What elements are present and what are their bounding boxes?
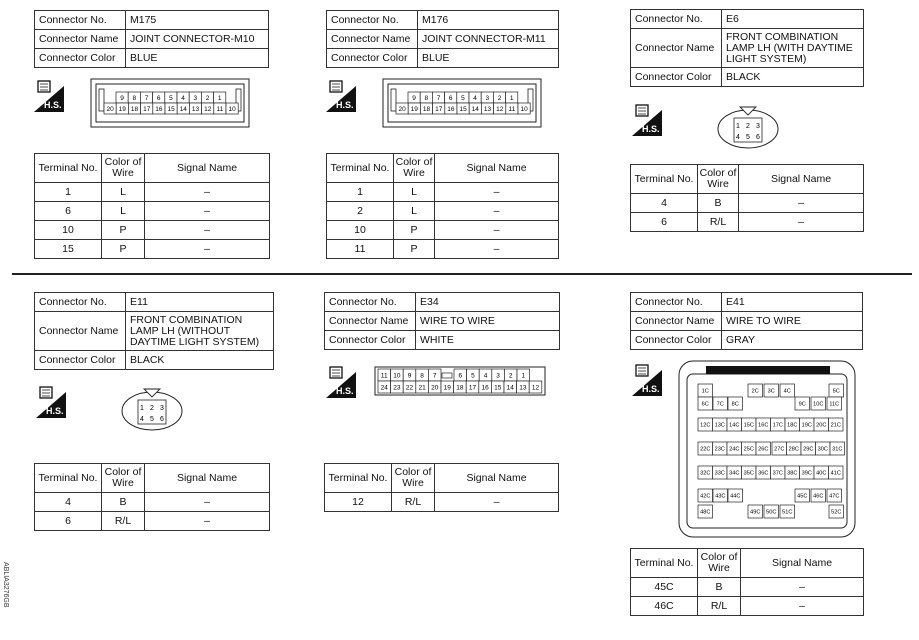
pin-label: 16: [155, 105, 163, 113]
pin-label: 4: [181, 94, 185, 102]
wire-color: R/L: [698, 597, 741, 616]
signal-name-header: Signal Name: [739, 165, 864, 194]
terminal-no: 4: [35, 493, 102, 512]
pin-label: 10: [393, 372, 401, 380]
connector-color-value: WHITE: [416, 331, 560, 350]
connector-face-m175: [90, 78, 250, 128]
signal-name: –: [145, 240, 270, 259]
pin-label: 20: [398, 105, 406, 113]
pin-label: 31C: [832, 446, 843, 453]
connector-face-e6: [716, 104, 780, 150]
pin-label: 22C: [700, 446, 711, 453]
pin-label: 11: [216, 105, 224, 113]
connector-no-label: Connector No.: [631, 293, 722, 312]
pin-label: 15: [494, 384, 502, 392]
connector-name-label: Connector Name: [631, 312, 722, 331]
terminal-table-m175: [34, 153, 270, 259]
pin-label: 14: [471, 105, 479, 113]
pin-label: 8: [420, 372, 424, 380]
pin-label: 5: [471, 372, 475, 380]
pin-label: 16: [481, 384, 489, 392]
pin-label: 11C: [829, 401, 840, 408]
terminal-row: [35, 221, 270, 240]
pin-label: 18: [130, 105, 139, 113]
pin-label: 14C: [729, 422, 740, 429]
harness-side-icon: [36, 384, 66, 418]
pin-label: 9: [412, 94, 416, 102]
terminal-no: 2: [327, 202, 394, 221]
pin-label: 16C: [758, 422, 769, 429]
terminal-no: 10: [35, 221, 102, 240]
pin-label: 14: [179, 105, 187, 113]
pin-label: 30C: [817, 446, 828, 453]
pin-label: 23C: [714, 446, 725, 453]
hs-label: H.S.: [642, 124, 660, 134]
connector-no-value: E41: [722, 293, 863, 312]
connector-no-value: E34: [416, 293, 560, 312]
pin-label: 2C: [751, 388, 759, 395]
pin-label: 9: [407, 372, 412, 380]
pin-label: 7C: [716, 401, 724, 408]
pin-label: 7: [144, 94, 149, 102]
terminal-no: 6: [631, 213, 698, 232]
wire-color: R/L: [698, 213, 739, 232]
connector-info-table-e6: [630, 9, 864, 87]
pin-label: 38C: [787, 470, 798, 477]
terminal-no: 6: [35, 512, 102, 531]
signal-name: –: [145, 221, 270, 240]
connector-name-value: WIRE TO WIRE: [722, 312, 863, 331]
harness-side-icon: [326, 78, 356, 112]
wire-color: R/L: [392, 493, 435, 512]
pin-label: 33C: [714, 470, 725, 477]
terminal-row: [327, 183, 559, 202]
terminal-no-header: Terminal No.: [631, 549, 698, 578]
pin-label: 11: [380, 372, 388, 380]
harness-side-icon: [34, 78, 64, 112]
pin-label: 17C: [772, 422, 783, 429]
pin-label: 3: [193, 94, 198, 102]
pin-label: 35C: [743, 470, 754, 477]
pin-label: 1: [140, 405, 144, 412]
connector-info-table-e34: [324, 292, 560, 350]
signal-name: –: [145, 183, 270, 202]
terminal-no-header: Terminal No.: [325, 464, 392, 493]
pin-label: 18: [422, 105, 431, 113]
pin-label: 1: [217, 94, 222, 102]
hs-label: H.S.: [46, 406, 64, 416]
section-divider: [12, 273, 912, 275]
wire-color: P: [102, 240, 145, 259]
terminal-no: 6: [35, 202, 102, 221]
pin-label: 21C: [830, 422, 841, 429]
connector-name-value: FRONT COMBINATION LAMP LH (WITH DAYTIME LIGHT SYSTEM): [722, 29, 864, 68]
wire-color: P: [102, 221, 145, 240]
color-of-wire-header: Color of Wire: [698, 549, 741, 578]
connector-face-e11: [120, 386, 184, 432]
wire-color: P: [394, 240, 435, 259]
wire-color: L: [394, 183, 435, 202]
color-of-wire-header: Color of Wire: [102, 154, 145, 183]
terminal-row: [327, 202, 559, 221]
wire-color: L: [102, 183, 145, 202]
wire-color: L: [102, 202, 145, 221]
signal-name-header: Signal Name: [435, 154, 559, 183]
connector-name-label: Connector Name: [35, 312, 126, 351]
signal-name: –: [435, 183, 559, 202]
terminal-no-header: Terminal No.: [35, 154, 102, 183]
terminal-row: [327, 240, 559, 259]
connector-face-m176: [382, 78, 542, 128]
pin-label: 20: [106, 105, 114, 113]
connector-color-label: Connector Color: [325, 331, 416, 350]
terminal-no: 11: [327, 240, 394, 259]
terminal-row: [631, 597, 864, 616]
pin-label: 13: [483, 105, 492, 113]
svg-text:ABLIA3276GB: ABLIA3276GB: [2, 562, 9, 608]
pin-label: 52C: [831, 509, 842, 516]
pin-label: 22: [405, 384, 414, 392]
connector-color-label: Connector Color: [327, 49, 418, 68]
wire-color: R/L: [102, 512, 145, 531]
wire-color: P: [394, 221, 435, 240]
connector-name-value: JOINT CONNECTOR-M11: [418, 30, 559, 49]
terminal-no: 1: [327, 183, 394, 202]
terminal-row: [327, 221, 559, 240]
connector-color-value: BLACK: [126, 351, 274, 370]
color-of-wire-header: Color of Wire: [392, 464, 435, 493]
pin-label: 27C: [774, 446, 785, 453]
pin-label: 19: [443, 384, 451, 392]
pin-label: 16: [447, 105, 455, 113]
pin-label: 6: [458, 372, 463, 380]
latch-slot: [442, 373, 452, 378]
pin-label: 6: [156, 94, 161, 102]
connector-color-label: Connector Color: [35, 49, 126, 68]
pin-label: 13C: [714, 422, 725, 429]
connector-color-value: BLUE: [126, 49, 269, 68]
connector-no-value: M176: [418, 11, 559, 30]
terminal-no-header: Terminal No.: [35, 464, 102, 493]
pin-label: 2: [497, 94, 502, 102]
wire-color: L: [394, 202, 435, 221]
pin-label: 28C: [788, 446, 799, 453]
pin-label: 5: [169, 94, 173, 102]
wire-color: B: [698, 194, 739, 213]
signal-name-header: Signal Name: [145, 154, 270, 183]
connector-no-label: Connector No.: [35, 11, 126, 30]
pin-label: 8: [424, 94, 429, 102]
pin-label: 51C: [782, 509, 793, 516]
pin-label: 5: [746, 134, 750, 141]
connector-name-label: Connector Name: [325, 312, 416, 331]
signal-name-header: Signal Name: [145, 464, 270, 493]
pin-label: 32C: [700, 470, 711, 477]
pin-label: 17: [435, 105, 443, 113]
pin-label: 2: [508, 372, 513, 380]
pin-label: 2: [205, 94, 210, 102]
connector-color-label: Connector Color: [35, 351, 126, 370]
pin-label: 6: [756, 134, 760, 141]
terminal-no-header: Terminal No.: [631, 165, 698, 194]
pin-label: 29C: [803, 446, 814, 453]
connector-info-table-m175: [34, 10, 269, 68]
connector-face-e41: [678, 360, 856, 538]
pin-label: 1: [736, 123, 740, 130]
signal-name: –: [145, 493, 270, 512]
pin-label: 5: [461, 94, 465, 102]
pin-label: 44C: [730, 493, 741, 500]
pin-label: 9C: [798, 401, 806, 408]
terminal-no: 45C: [631, 578, 698, 597]
connector-name-label: Connector Name: [35, 30, 126, 49]
connector-info-table-m176: [326, 10, 559, 68]
terminal-table-e34: [324, 463, 559, 512]
pin-label: 9: [120, 94, 124, 102]
pin-label: 3C: [767, 388, 775, 395]
signal-name-header: Signal Name: [435, 464, 559, 493]
pin-label: 37C: [772, 470, 783, 477]
signal-name: –: [435, 221, 559, 240]
pin-label: 13: [519, 384, 527, 392]
connector-no-label: Connector No.: [35, 293, 126, 312]
pin-label: 20: [431, 384, 439, 392]
wire-color: B: [102, 493, 145, 512]
pin-label: 1C: [701, 388, 709, 395]
pin-label: 21: [418, 384, 426, 392]
pin-label: 6C: [701, 401, 709, 408]
pin-label: 48C: [700, 509, 711, 516]
pin-label: 4: [483, 372, 488, 380]
wire-color: B: [698, 578, 741, 597]
connector-no-label: Connector No.: [327, 11, 418, 30]
pin-label: 13: [191, 105, 200, 113]
connector-color-value: GRAY: [722, 331, 863, 350]
terminal-no: 46C: [631, 597, 698, 616]
pin-label: 42C: [700, 493, 711, 500]
pin-label: 3: [485, 94, 490, 102]
pin-label: 11: [508, 105, 516, 113]
connector-color-label: Connector Color: [631, 331, 722, 350]
pin-label: 12: [496, 105, 504, 113]
terminal-no: 1: [35, 183, 102, 202]
pin-label: 24: [380, 384, 388, 392]
terminal-row: [631, 194, 864, 213]
pin-label: 50C: [766, 509, 777, 516]
terminal-no-header: Terminal No.: [327, 154, 394, 183]
terminal-row: [35, 183, 270, 202]
pin-label: 17: [143, 105, 151, 113]
terminal-row: [35, 493, 270, 512]
connector-name-label: Connector Name: [631, 29, 722, 68]
harness-side-icon: [326, 364, 356, 398]
pin-label: 19C: [801, 422, 812, 429]
hs-label: H.S.: [642, 384, 660, 394]
harness-side-icon: [632, 362, 662, 396]
pin-label: 19: [118, 105, 126, 113]
connector-no-value: E6: [722, 10, 864, 29]
connector-color-value: BLACK: [722, 68, 864, 87]
pin-label: 14: [506, 384, 514, 392]
connector-name-value: WIRE TO WIRE: [416, 312, 560, 331]
pin-label: 8: [132, 94, 137, 102]
pin-label: 6: [160, 416, 164, 423]
pin-label: 4: [140, 416, 144, 423]
signal-name: –: [145, 202, 270, 221]
pin-label: 12C: [700, 422, 711, 429]
pin-label: 15: [167, 105, 175, 113]
pin-label: 45C: [797, 493, 808, 500]
connector-no-value: M175: [126, 11, 269, 30]
connector-name-value: JOINT CONNECTOR-M10: [126, 30, 269, 49]
pin-label: 3: [160, 405, 164, 412]
pin-label: 12: [531, 384, 540, 392]
connector-info-table-e41: [630, 292, 863, 350]
pin-label: 18: [456, 384, 464, 392]
terminal-table-e6: [630, 164, 864, 232]
terminal-no: 15: [35, 240, 102, 259]
pin-label: 12: [204, 105, 212, 113]
pin-label: 15: [459, 105, 467, 113]
pin-label: 43C: [715, 493, 726, 500]
pin-label: 25C: [743, 446, 754, 453]
pin-label: 4: [473, 94, 477, 102]
terminal-row: [35, 202, 270, 221]
terminal-no: 4: [631, 194, 698, 213]
pin-label: 40C: [816, 470, 827, 477]
terminal-table-m176: [326, 153, 559, 259]
connector-no-label: Connector No.: [325, 293, 416, 312]
signal-name: –: [741, 578, 864, 597]
pin-label: 46C: [813, 493, 824, 500]
pin-label: 7: [432, 372, 437, 380]
terminal-table-e11: [34, 463, 270, 531]
signal-name: –: [435, 202, 559, 221]
pin-label: 3: [756, 123, 760, 130]
connector-no-value: E11: [126, 293, 274, 312]
pin-label: 34C: [729, 470, 740, 477]
terminal-no: 12: [325, 493, 392, 512]
pin-label: 8C: [731, 401, 739, 408]
terminal-row: [631, 213, 864, 232]
pin-label: 3: [496, 372, 500, 380]
color-of-wire-header: Color of Wire: [394, 154, 435, 183]
signal-name-header: Signal Name: [741, 549, 864, 578]
connector-color-label: Connector Color: [631, 68, 722, 87]
connector-no-label: Connector No.: [631, 10, 722, 29]
pin-label: 10: [228, 105, 236, 113]
signal-name: –: [739, 194, 864, 213]
pin-label: 19: [410, 105, 418, 113]
terminal-row: [35, 512, 270, 531]
pin-label: 4C: [783, 388, 791, 395]
terminal-row: [325, 493, 559, 512]
pin-label: 6: [448, 94, 453, 102]
pin-label: 24C: [729, 446, 740, 453]
hs-label: H.S.: [336, 100, 354, 110]
color-of-wire-header: Color of Wire: [698, 165, 739, 194]
pin-label: 7: [436, 94, 441, 102]
connector-info-table-e11: [34, 292, 274, 370]
pin-label: 1: [521, 372, 526, 380]
pin-label: 18C: [787, 422, 798, 429]
hs-label: H.S.: [336, 386, 354, 396]
signal-name: –: [435, 493, 559, 512]
pin-label: 10: [520, 105, 528, 113]
signal-name: –: [435, 240, 559, 259]
terminal-row: [35, 240, 270, 259]
pin-label: 39C: [801, 470, 812, 477]
pin-label: 20C: [816, 422, 827, 429]
terminal-no: 10: [327, 221, 394, 240]
pin-label: 2: [746, 123, 750, 130]
connector-name-label: Connector Name: [327, 30, 418, 49]
pin-label: 47C: [829, 493, 840, 500]
harness-side-icon: [632, 102, 662, 136]
pin-label: 15C: [743, 422, 754, 429]
pin-label: 26C: [758, 446, 769, 453]
connector-face-e34: [374, 366, 546, 396]
signal-name: –: [145, 512, 270, 531]
pin-label: 10C: [813, 401, 824, 408]
pin-label: 23: [393, 384, 401, 392]
pin-label: 4: [736, 134, 740, 141]
hs-label: H.S.: [44, 100, 62, 110]
connector-name-value: FRONT COMBINATION LAMP LH (WITHOUT DAYTIME LIGHT SYSTEM): [126, 312, 274, 351]
terminal-table-e41: [630, 548, 864, 616]
pin-label: 49C: [750, 509, 761, 516]
pin-label: 5: [150, 416, 154, 423]
signal-name: –: [739, 213, 864, 232]
pin-label: 5C: [832, 388, 840, 395]
pin-label: 41C: [830, 470, 841, 477]
color-of-wire-header: Color of Wire: [102, 464, 145, 493]
signal-name: –: [741, 597, 864, 616]
pin-label: 2: [150, 405, 154, 412]
terminal-row: [631, 578, 864, 597]
pin-label: 1: [509, 94, 514, 102]
image-id-label: [0, 560, 14, 630]
pin-label: 36C: [758, 470, 769, 477]
connector-color-value: BLUE: [418, 49, 559, 68]
pin-label: 17: [468, 384, 477, 392]
